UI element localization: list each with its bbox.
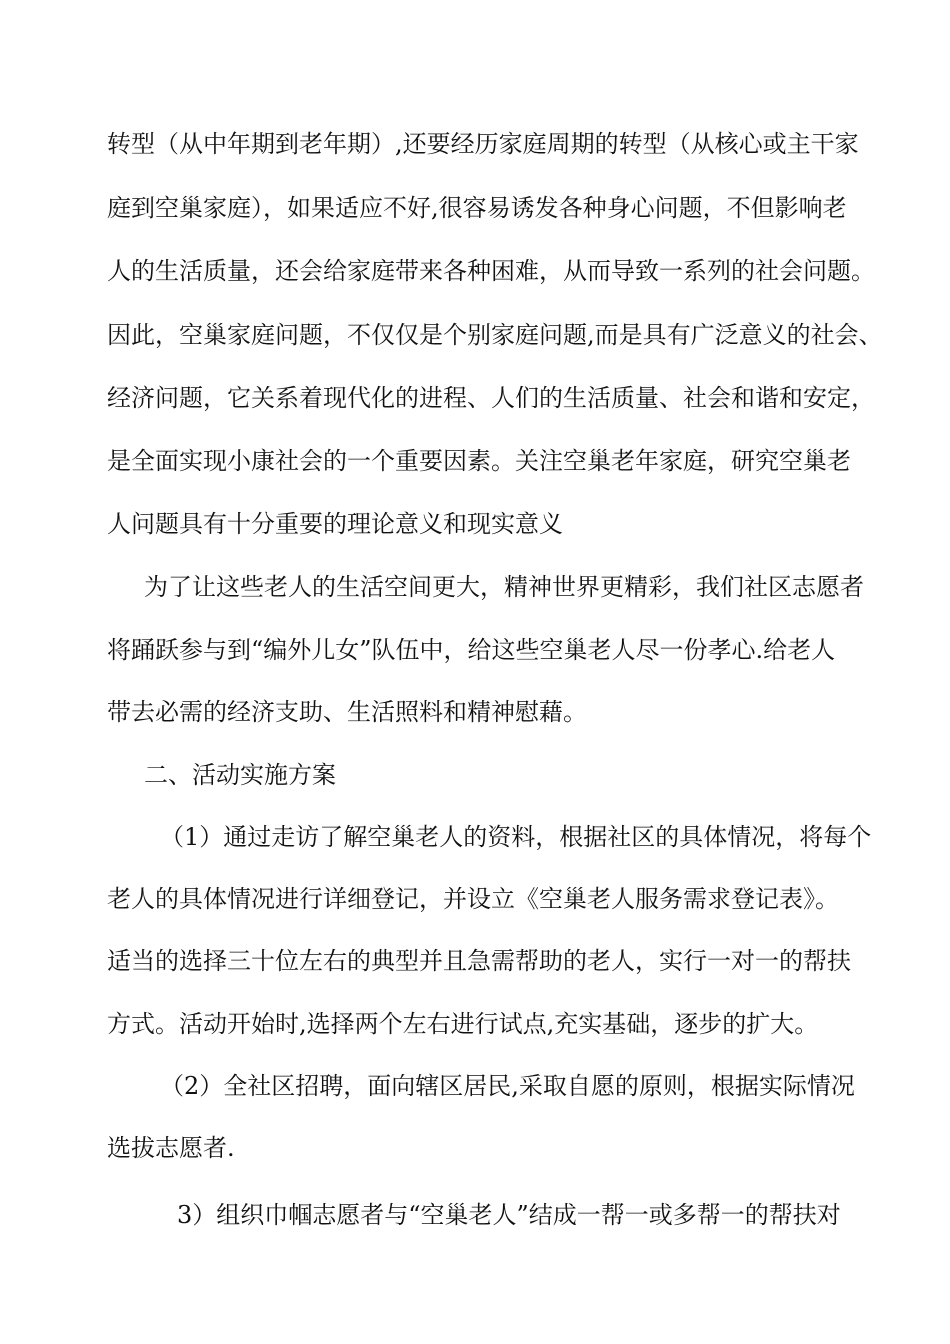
text-line: 转型（从中年期到老年期）,还要经历家庭周期的转型（从核心或主干家: [107, 130, 859, 158]
text-line: 人问题具有十分重要的理论意义和现实意义: [107, 510, 563, 538]
text-line: 带去必需的经济支助、生活照料和精神慰藉。: [107, 698, 587, 726]
text-line: （2）全社区招聘，面向辖区居民,采取自愿的原则，根据实际情况: [160, 1072, 855, 1100]
text-line: 因此，空巢家庭问题，不仅仅是个别家庭问题,而是具有广泛意义的社会、: [107, 321, 883, 349]
text-line: 经济问题，它关系着现代化的进程、人们的生活质量、社会和谐和安定，: [107, 384, 875, 412]
text-line: 为了让这些老人的生活空间更大，精神世界更精彩，我们社区志愿者: [144, 573, 864, 601]
text-line: 3）组织巾帼志愿者与“空巢老人”结成一帮一或多帮一的帮扶对: [177, 1201, 841, 1229]
text-line: 庭到空巢家庭），如果适应不好,很容易诱发各种身心问题，不但影响老: [107, 194, 847, 222]
text-line: 是全面实现小康社会的一个重要因素。关注空巢老年家庭，研究空巢老: [107, 447, 851, 475]
section-heading: 二、活动实施方案: [144, 761, 336, 789]
text-line: 适当的选择三十位左右的典型并且急需帮助的老人，实行一对一的帮扶: [107, 947, 851, 975]
text-line: 人的生活质量，还会给家庭带来各种困难，从而导致一系列的社会问题。: [107, 257, 875, 285]
text-line: 老人的具体情况进行详细登记，并设立《空巢老人服务需求登记表》。: [107, 885, 839, 913]
text-line: 选拔志愿者.: [107, 1134, 235, 1162]
text-line: （1）通过走访了解空巢老人的资料，根据社区的具体情况，将每个: [160, 823, 872, 851]
text-line: 方式。活动开始时,选择两个左右进行试点,充实基础，逐步的扩大。: [107, 1010, 819, 1038]
text-line: 将踊跃参与到“编外儿女”队伍中，给这些空巢老人尽一份孝心.给老人: [107, 636, 836, 664]
